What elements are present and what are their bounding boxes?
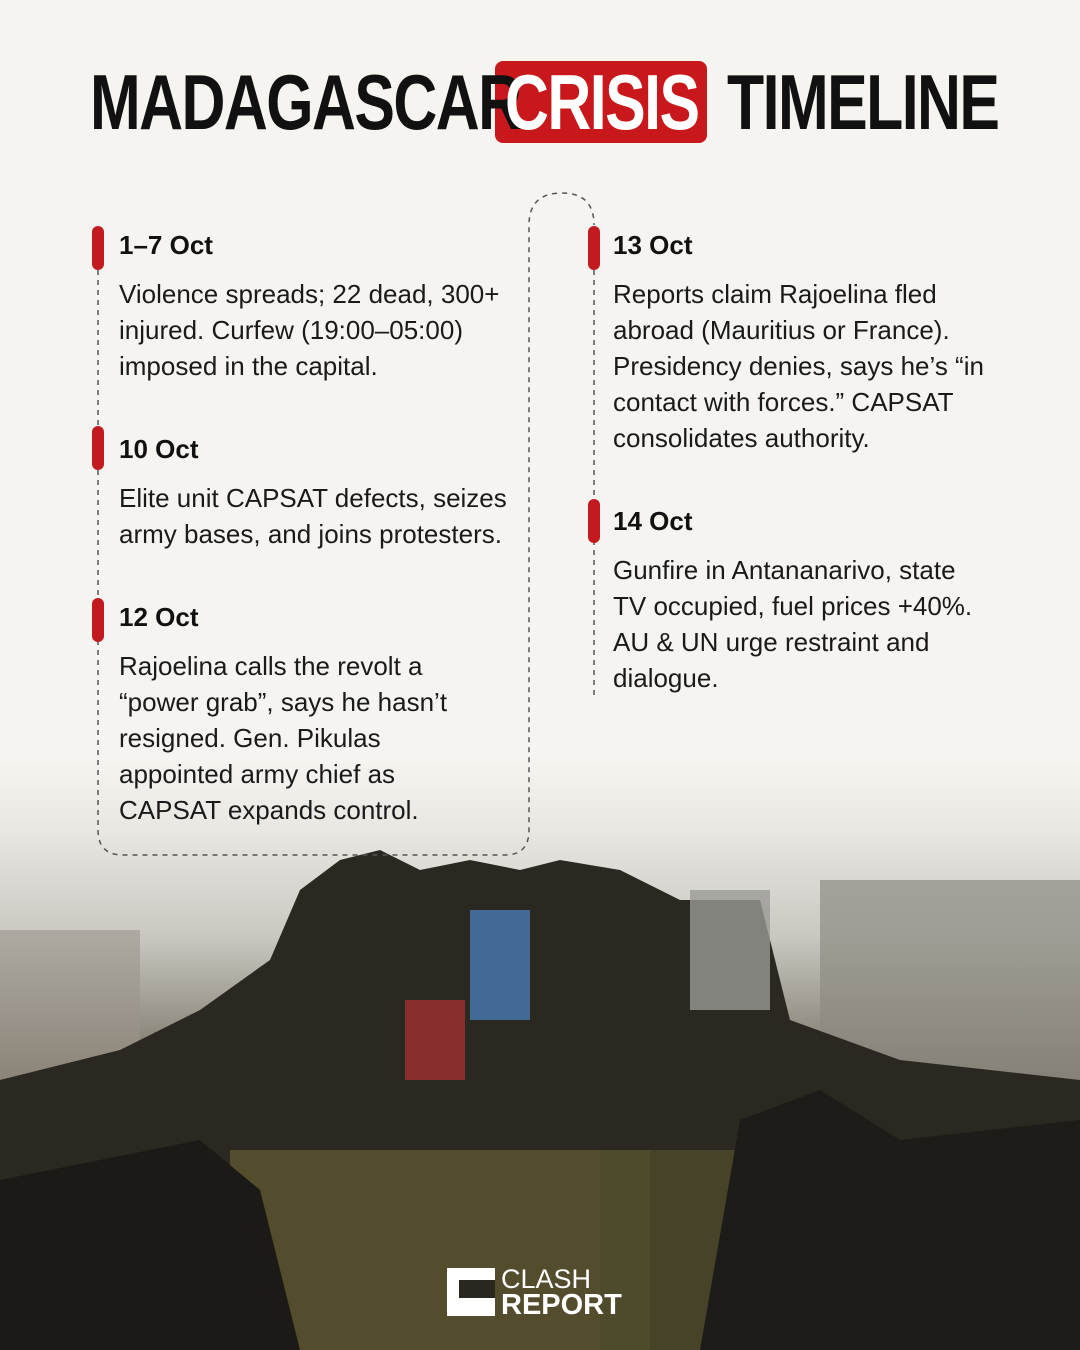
title-part2: TIMELINE	[727, 57, 999, 146]
clash-report-logo	[447, 1264, 622, 1321]
title-part1: MADAGASCAR	[90, 57, 521, 146]
logo-line2: REPORT	[501, 1289, 622, 1321]
entry-date: 12 Oct	[119, 602, 199, 632]
entry-text: Gunfire in Antananarivo, state TV occupied, fuel prices +40%. AU & UN urge restraint and dialogue.	[613, 555, 973, 693]
entry-date: 14 Oct	[613, 506, 693, 536]
logo-mark-icon	[447, 1268, 495, 1316]
timeline-marker	[588, 226, 600, 270]
timeline-marker	[92, 226, 104, 270]
logo-line1: CLASH	[501, 1264, 592, 1294]
entry-text: Reports claim Rajoelina fled abroad (Mauritius or France). Presidency denies, says he’s “in contact with forces.” CAPSAT consolidates authority.	[613, 279, 984, 453]
timeline-marker	[588, 499, 600, 543]
timeline-marker	[92, 598, 104, 642]
title-highlight: CRISIS	[505, 57, 699, 146]
entry-date: 10 Oct	[119, 434, 199, 464]
entry-date: 1–7 Oct	[119, 230, 213, 260]
entry-date: 13 Oct	[613, 230, 693, 260]
entry-text: Violence spreads; 22 dead, 300+ injured. Curfew (19:00–05:00) imposed in the capital.	[119, 279, 500, 381]
entry-text: Rajoelina calls the revolt a “power grab”, says he hasn’t resigned. Gen. Pikulas appointed army chief as CAPSAT expands control.	[119, 651, 448, 825]
entry-text: Elite unit CAPSAT defects, seizes army bases, and joins protesters.	[119, 483, 507, 549]
timeline-marker	[92, 426, 104, 470]
